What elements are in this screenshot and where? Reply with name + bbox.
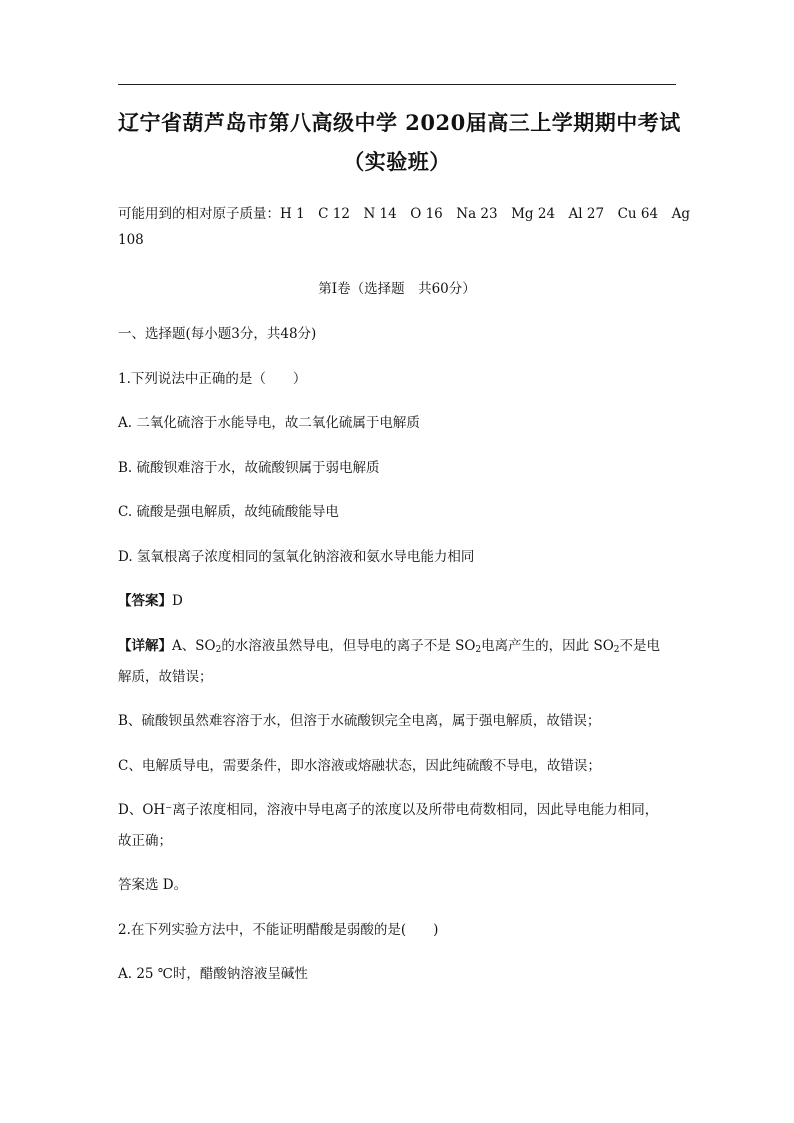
detail-line-d: D、OH⁻离子浓度相同，溶液中导电离子的浓度以及所带电荷数相同，因此导电能力相同， xyxy=(118,802,659,818)
answer-value: D xyxy=(172,593,183,609)
atomic-masses-line: 可能用到的相对原子质量：H 1 C 12 N 14 O 16 Na 23 Mg 24 Al 27 Cu 64 Ag xyxy=(118,206,690,222)
detail-line-a xyxy=(118,634,660,654)
detail-line-d-cont: 故正确； xyxy=(118,833,172,849)
page-title: 辽宁省葫芦岛市第八高级中学 2020届高三上学期期中考试 xyxy=(118,110,681,135)
page-subtitle: （实验班） xyxy=(343,149,451,174)
question-1-option-b: B. 硫酸钡难溶于水，故硫酸钡属于弱电解质 xyxy=(118,460,380,476)
question-1-option-d: D. 氢氧根离子浓度相同的氢氧化钠溶液和氨水导电能力相同 xyxy=(118,549,475,565)
subscript-2: 2 xyxy=(215,645,222,655)
detail-a-text-2: 的水溶液虽然导电，但导电的离子不是 SO xyxy=(221,638,476,654)
question-2-stem: 2.在下列实验方法中，不能证明醋酸是弱酸的是( ) xyxy=(118,922,439,938)
answer-line xyxy=(118,589,183,609)
question-1-option-a: A. 二氧化硫溶于水能导电，故二氧化硫属于电解质 xyxy=(118,415,420,431)
detail-line-a-cont: 解质，故错误； xyxy=(118,669,213,685)
subscript-2: 2 xyxy=(613,645,620,655)
question-1-option-c: C. 硫酸是强电解质，故纯硫酸能导电 xyxy=(118,504,339,520)
part-heading: 一、选择题(每小题3分，共48分) xyxy=(118,326,317,342)
detail-a-text-4: 不是电 xyxy=(619,638,660,654)
detail-a-text-3: 电离产生的，因此 SO xyxy=(481,638,614,654)
question-1-stem: 1.下列说法中正确的是（ ） xyxy=(118,371,307,387)
section-title: 第Ⅰ卷（选择题 共60分） xyxy=(318,281,476,297)
detail-tag: 【详解】 xyxy=(118,638,172,654)
question-2-option-a: A. 25 ℃时，醋酸钠溶液呈碱性 xyxy=(118,966,308,982)
answer-tag: 【答案】 xyxy=(118,593,172,609)
atomic-masses-line-cont: 108 xyxy=(118,232,144,248)
detail-line-b: B、硫酸钡虽然难容溶于水，但溶于水硫酸钡完全电离，属于强电解质，故错误； xyxy=(118,713,601,729)
detail-conclusion: 答案选 D。 xyxy=(118,877,188,893)
detail-line-c: C、电解质导电，需要条件，即水溶液或熔融状态，因此纯硫酸不导电，故错误； xyxy=(118,758,601,774)
detail-a-text-1: A、SO xyxy=(172,638,216,654)
header-rule xyxy=(118,84,676,85)
subscript-2: 2 xyxy=(475,645,482,655)
